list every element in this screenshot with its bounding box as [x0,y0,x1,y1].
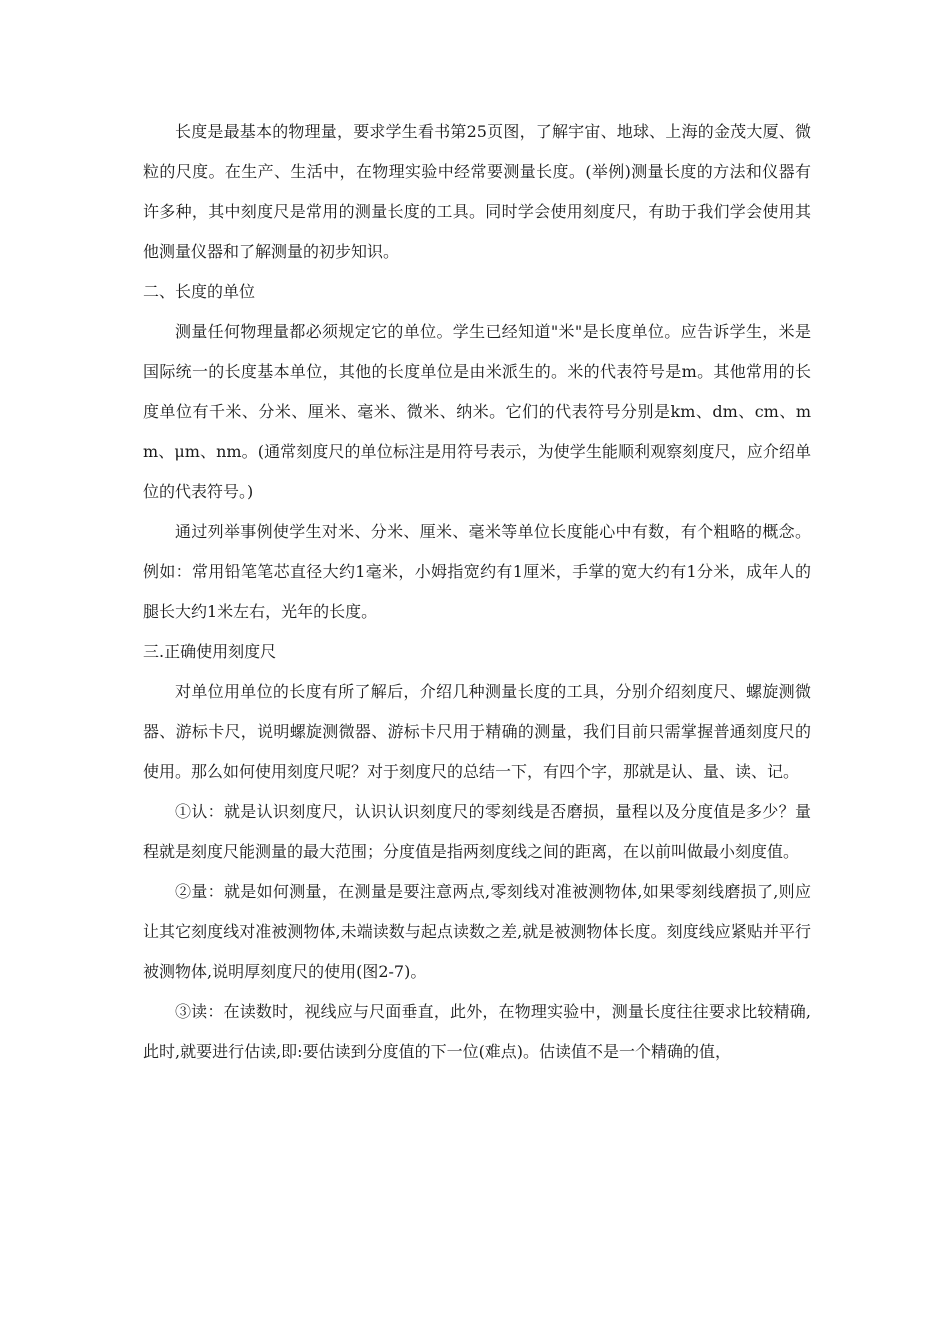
paragraph-recognize: ①认：就是认识刻度尺，认识认识刻度尺的零刻线是否磨损，量程以及分度值是多少？量程就是刻度尺能测量的最大范围；分度值是指两刻度线之间的距离，在以前叫做最小刻度值。 [143,802,811,861]
paragraph-read: ③读：在读数时，视线应与尺面垂直，此外，在物理实验中，测量长度往往要求比较精确,此时,就要进行估读,即:要估读到分度值的下一位(难点)。估读值不是一个精确的值， [143,1002,811,1061]
paragraph-examples: 通过列举事例使学生对米、分米、厘米、毫米等单位长度能心中有数，有个粗略的概念。例如：常用铅笔笔芯直径大约1毫米，小姆指宽约有1厘米，手掌的宽大约有1分米，成年人的腿长大约1米左右，光年的长度。 [143,522,811,621]
paragraph-measure: ②量：就是如何测量，在测量是要注意两点,零刻线对准被测物体,如果零刻线磨损了,则应让其它刻度线对准被测物体,未端读数与起点读数之差,就是被测物体长度。刻度线应紧贴并平行被测物体,说明厚刻度尺的使用(图2-7)。 [143,882,811,981]
heading-using-ruler: 三.正确使用刻度尺 [143,642,277,661]
paragraph-tools: 对单位用单位的长度有所了解后，介绍几种测量长度的工具，分别介绍刻度尺、螺旋测微器、游标卡尺，说明螺旋测微器、游标卡尺用于精确的测量，我们目前只需掌握普通刻度尺的使用。那么如何使用刻度尺呢？对于刻度尺的总结一下，有四个字，那就是认、量、读、记。 [143,682,811,781]
heading-length-units: 二、长度的单位 [143,282,256,301]
document-body [143,112,811,1072]
paragraph-intro: 长度是最基本的物理量，要求学生看书第25页图，了解宇宙、地球、上海的金茂大厦、微粒的尺度。在生产、生活中，在物理实验中经常要测量长度。(举例)测量长度的方法和仪器有许多种，其中刻度尺是常用的测量长度的工具。同时学会使用刻度尺，有助于我们学会使用其他测量仪器和了解测量的初步知识。 [143,122,811,261]
paragraph-units: 测量任何物理量都必须规定它的单位。学生已经知道"米"是长度单位。应告诉学生，米是国际统一的长度基本单位，其他的长度单位是由米派生的。米的代表符号是m。其他常用的长度单位有千米、分米、厘米、毫米、微米、纳米。它们的代表符号分别是km、dm、cm、mm、μm、nm。(通常刻度尺的单位标注是用符号表示，为使学生能顺利观察刻度尺，应介绍单位的代表符号。) [143,322,811,501]
